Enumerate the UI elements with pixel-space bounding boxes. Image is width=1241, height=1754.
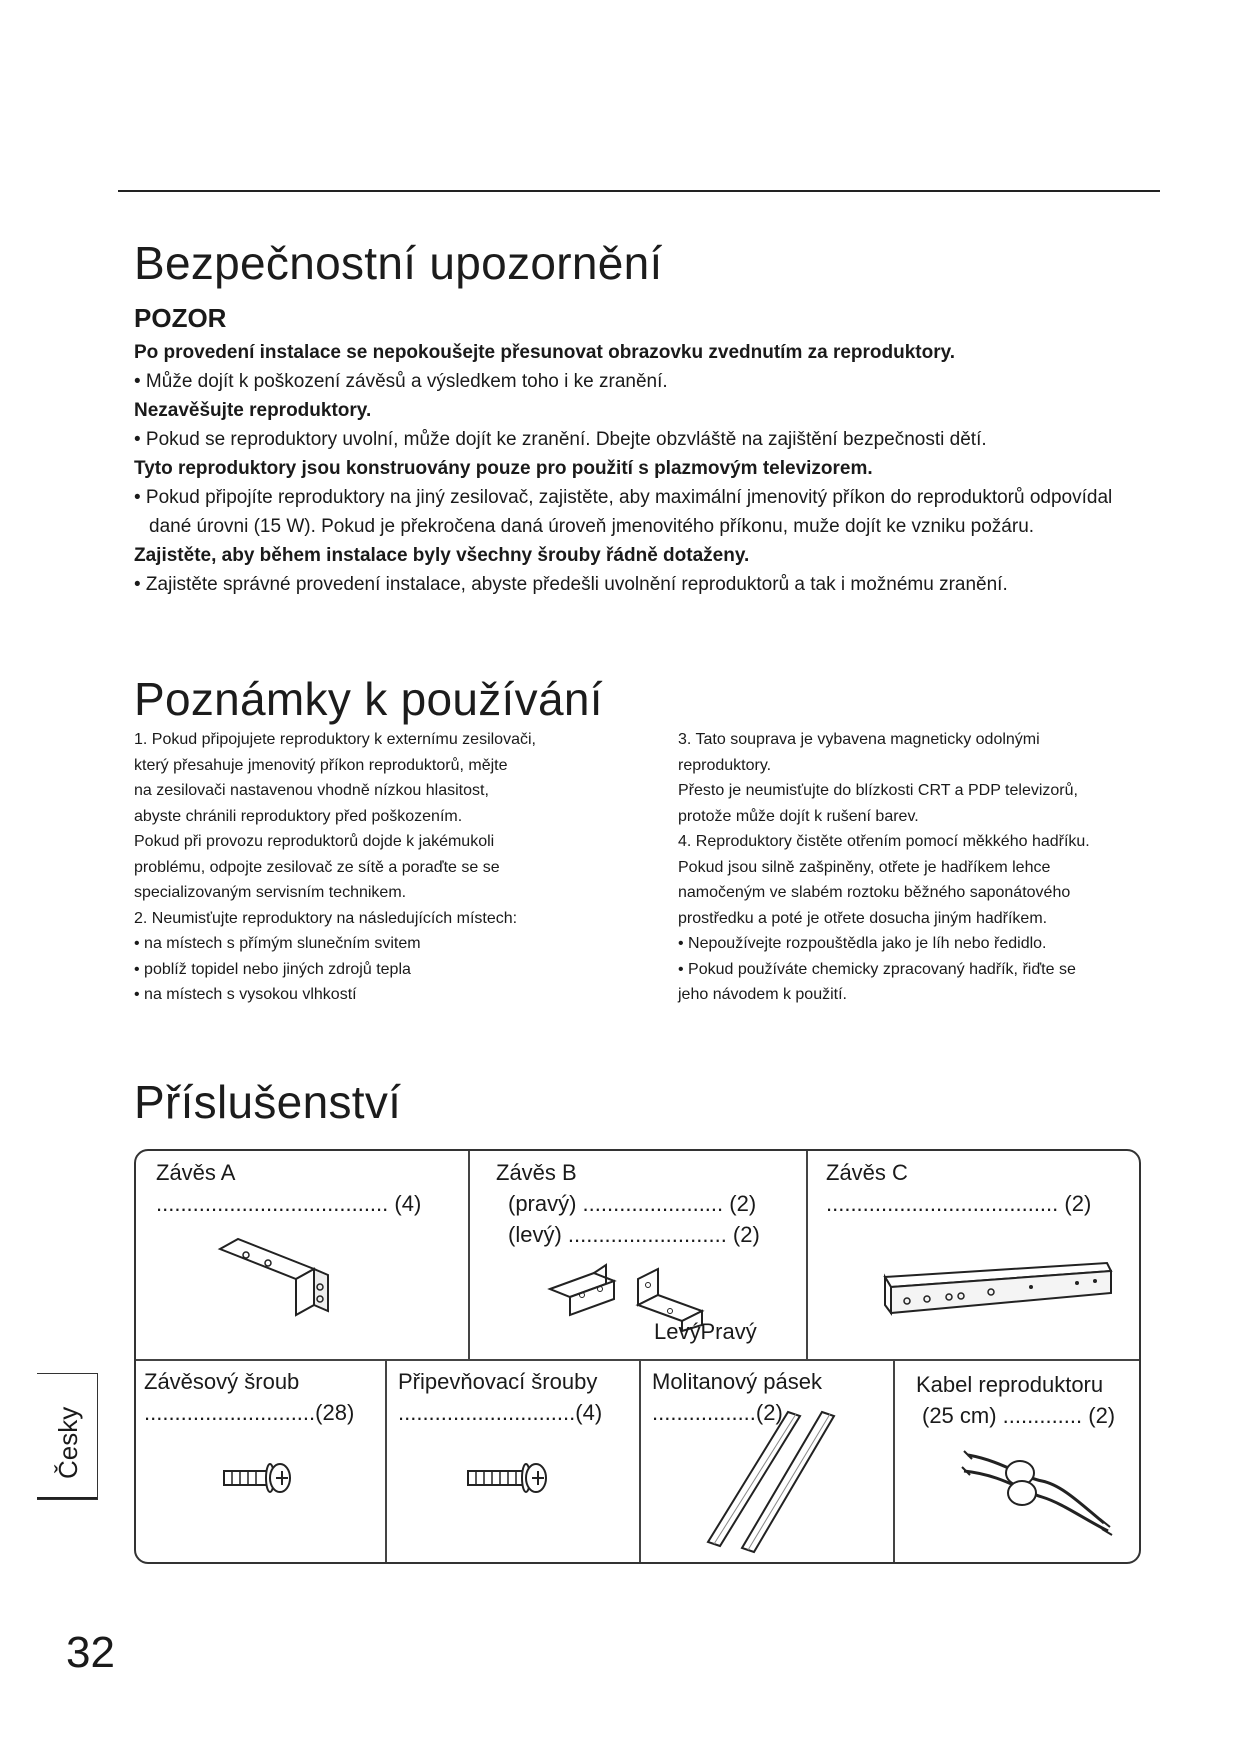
notes-right-line: • Nepoužívejte rozpouštědla jako je líh nebo ředidlo. (678, 935, 1047, 952)
hanger-b-caption: LevýPravý (654, 1319, 757, 1344)
safety-heading: Bezpečnostní upozornění (134, 237, 663, 289)
notes-left-line: na zesilovači nastavenou vhodně nízkou hlasitost, (134, 782, 489, 799)
notes-left-line: Pokud při provozu reproduktorů dojde k jakémukoli (134, 833, 495, 850)
notes-right-line: reproduktory. (678, 756, 772, 774)
notes-right-line: Přesto je neumisťujte do blízkosti CRT a PDP televizorů, (678, 782, 1078, 799)
notes-left-column (134, 727, 654, 1008)
notes-right-line: 4. Reproduktory čistěte otřením pomocí měkkého hadříku. (678, 833, 1090, 850)
page-number: 32 (66, 1628, 115, 1677)
notes-right-line: prostředku a poté je otřete dosucha jiným hadříkem. (678, 909, 1048, 927)
notes-left-line: 2. Neumisťujte reproduktory na následujících místech: (134, 909, 518, 927)
safety-item-2-bullet: • Pokud se reproduktory uvolní, může dojít ke zranění. Dbejte obzvláště na zajištění bezpečnosti dětí. (134, 429, 987, 450)
notes-heading: Poznámky k používání (134, 673, 603, 725)
hanger-b-right-qty: (pravý) ....................... (2) (508, 1191, 757, 1216)
hanger-b-left-qty: (levý) .......................... (2) (508, 1222, 760, 1247)
foam-strip-icon (706, 1406, 876, 1556)
side-tab-underline (37, 1497, 97, 1499)
hanger-a-qty: ...................................... (4) (156, 1191, 422, 1216)
hanger-c-qty: ...................................... (2) (826, 1191, 1092, 1216)
notes-right-line: • Pokud používáte chemicky zpracovaný hadřík, řiďte se (678, 960, 1076, 978)
safety-item-3-bullet: • Pokud připojíte reproduktory na jiný zesilovač, zajistěte, aby maximální jmenovitý příkon do reproduktorů odpovídal (134, 487, 1113, 508)
notes-left-line: specializovaným servisním technikem. (134, 884, 407, 901)
safety-item-1-bullet: • Může dojít k poškození závěsů a výsledkem toho i ke zranění. (134, 371, 668, 392)
notes-right-line: namočeným ve slabém roztoku běžného saponátového (678, 884, 1071, 901)
notes-left-line: • na místech s vysokou vlhkostí (134, 986, 357, 1003)
speaker-cable-name: Kabel reproduktoru (916, 1372, 1104, 1397)
hanger-screw-qty: ............................(28) (144, 1400, 355, 1425)
accessories-table (134, 1149, 1141, 1564)
notes-left-line: • poblíž topidel nebo jiných zdrojů tepla (134, 960, 411, 978)
safety-item-2-title: Nezavěšujte reproduktory. (134, 400, 372, 421)
hanger-a-bracket-icon (216, 1231, 356, 1326)
grid-divider (893, 1359, 895, 1564)
notes-right-line: 3. Tato souprava je vybavena magneticky odolnými (678, 731, 1040, 748)
safety-item-4-title: Zajistěte, aby během instalace byly všechny šrouby řádně dotaženy. (134, 545, 750, 566)
language-label: Česky (53, 1406, 83, 1479)
caution-label: POZOR (134, 303, 227, 333)
foam-strip-name: Molitanový pásek (652, 1369, 822, 1394)
grid-divider (468, 1151, 470, 1359)
notes-right-column (678, 727, 1158, 1008)
hanger-screw-icon (222, 1459, 302, 1499)
grid-divider (639, 1359, 641, 1564)
hanger-screw-name: Závěsový šroub (144, 1369, 300, 1394)
foam-strip-qty: .................(2) (652, 1400, 783, 1425)
speaker-cable-icon (962, 1441, 1112, 1541)
notes-left-line: 1. Pokud připojujete reproduktory k externímu zesilovači, (134, 731, 536, 748)
mount-screw-icon (466, 1459, 556, 1499)
hanger-b-name: Závěs B (496, 1160, 577, 1185)
safety-item-3-bullet-cont: dané úrovni (15 W). Pokud je překročena daná úroveň jmenovitého příkonu, muže dojít ke vzniku požáru. (149, 516, 1035, 537)
notes-right-line: jeho návodem k použití. (678, 986, 847, 1003)
safety-item-4-bullet: • Zajistěte správné provedení instalace, abyste předešli uvolnění reproduktorů a tak i možnému zranění. (134, 574, 1008, 595)
safety-list (134, 338, 1154, 599)
grid-divider (385, 1359, 387, 1564)
notes-left-line: abyste chránili reproduktory před poškozením. (134, 807, 463, 825)
hanger-c-rail-icon (881, 1259, 1121, 1329)
top-rule (118, 190, 1160, 192)
notes-left-line: problému, odpojte zesilovač ze sítě a poraďte se se (134, 858, 500, 876)
notes-right-line: Pokud jsou silně zašpiněny, otřete je hadříkem lehce (678, 858, 1051, 876)
hanger-a-name: Závěs A (156, 1160, 236, 1185)
safety-item-3-title: Tyto reproduktory jsou konstruovány pouze pro použití s plazmovým televizorem. (134, 458, 873, 479)
accessories-heading: Příslušenství (134, 1076, 402, 1128)
notes-left-line: • na místech s přímým slunečním svitem (134, 935, 421, 952)
hanger-c-name: Závěs C (826, 1160, 908, 1185)
safety-item-1-title: Po provedení instalace se nepokoušejte přesunovat obrazovku zvednutím za reproduktory. (134, 342, 956, 363)
language-side-tab (37, 1373, 98, 1500)
mount-screw-qty: .............................(4) (398, 1400, 603, 1425)
notes-right-line: protože může dojít k rušení barev. (678, 807, 919, 825)
speaker-cable-qty: (25 cm) ............. (2) (922, 1403, 1116, 1428)
mount-screw-name: Připevňovací šrouby (398, 1369, 598, 1394)
notes-left-line: který přesahuje jmenovitý příkon reproduktorů, mějte (134, 756, 508, 774)
grid-divider (806, 1151, 808, 1359)
